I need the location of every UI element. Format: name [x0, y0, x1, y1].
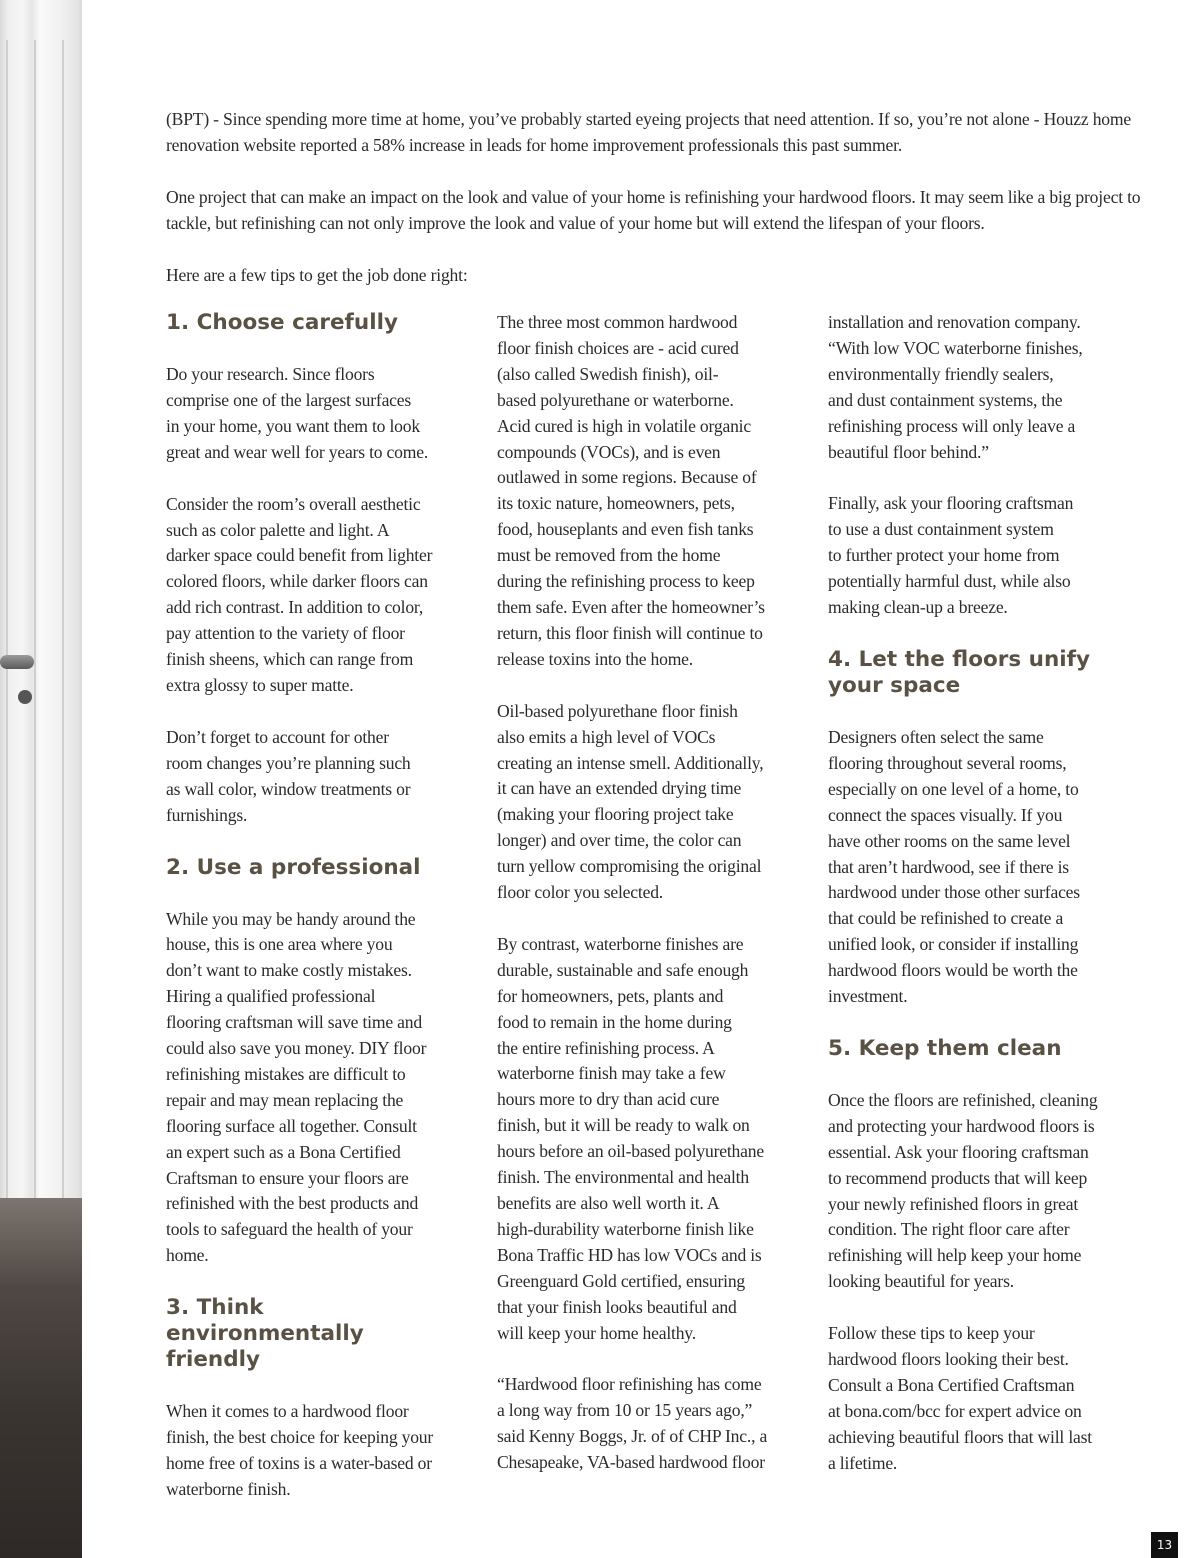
column-3: [828, 310, 1128, 1503]
body-paragraph: “Hardwood floor refinishing has come a long way from 10 or 15 years ago,” said Kenny Boggs, Jr. of of CHP Inc., a Chesapeake, VA-based hardwood floor: [497, 1374, 768, 1473]
body-paragraph: Follow these tips to keep your hardwood floors looking their best. Consult a Bona Certified Craftsman at bona.com/bcc for expert advice on achieving beautiful floors that will last a lifetime.: [828, 1323, 1092, 1473]
section-heading: 5. Keep them clean: [828, 1035, 1062, 1061]
section-heading: 1. Choose carefully: [166, 310, 398, 335]
door-handle-icon: [0, 655, 34, 669]
body-paragraph: Designers often select the same flooring throughout several rooms, especially on one level of a home, to connect the spaces visually. If you have other rooms on the same level that aren’t hardwood, see if there is hardwood under those other surfaces that could be refinished to create a unified look, or consider if installing hardwood floors would be worth the investment.: [828, 726, 1080, 1007]
intro-section: [166, 106, 1141, 314]
intro-paragraph: One project that can make an impact on the look and value of your home is refinishing your hardwood floors. It may seem like a big project to tackle, but refinishing can not only improve the look and value of your home but will extend the lifespan of your floors.: [166, 187, 1141, 233]
body-paragraph: The three most common hardwood floor finish choices are - acid cured (also called Swedish finish), oil- based polyurethane or waterborne. Acid cured is high in volatile organic compounds (VOCs), and is even outlawed in some regions. Because of its toxic nature, homeowners, pets, food, houseplants and even fish tanks must be removed from the home during the refinishing process to keep them safe. Even after the homeowner’s return, this floor finish will continue to release toxins into the home.: [497, 312, 765, 669]
body-paragraph: Once the floors are refinished, cleaning and protecting your hardwood floors is essential. Ask your flooring craftsman to recommend products that will keep your newly refinished floors in great condition. The right floor care after refinishing will help keep your home looking beautiful for years.: [828, 1089, 1098, 1292]
section-heading: 3. Think environmentally friendly: [166, 1295, 364, 1373]
door-lock-icon: [18, 690, 32, 704]
page-number: 13: [1151, 1532, 1178, 1558]
body-paragraph: Oil-based polyurethane floor finish also emits a high level of VOCs creating an intense smell. Additionally, it can have an extended drying time (making your flooring project take longer) and over time, the color can turn yellow compromising the original floor color you selected.: [497, 700, 764, 903]
door-photo: [0, 0, 82, 1558]
body-paragraph: installation and renovation company. “With low VOC waterborne finishes, environmentally friendly sealers, and dust containment systems, the refinishing process will only leave a beautiful floor behind.”: [828, 312, 1083, 462]
door-panel-edge: [6, 40, 8, 1220]
column-1: [166, 310, 466, 1529]
floor-area: [0, 1198, 82, 1558]
body-paragraph: Don’t forget to account for other room changes you’re planning such as wall color, window treatments or furnishings.: [166, 726, 411, 825]
body-paragraph: While you may be handy around the house, this is one area where you don’t want to make costly mistakes. Hiring a qualified professional flooring craftsman will save time and could also save you money. DIY floor refinishing mistakes are difficult to repair and may mean replacing the flooring surface all together. Consult an expert such as a Bona Certified Craftsman to ensure your floors are refinished with the best products and tools to safeguard the health of your home.: [166, 908, 427, 1266]
section-heading: 4. Let the floors unify your space: [828, 646, 1091, 698]
body-paragraph: Consider the room’s overall aesthetic such as color palette and light. A darker space could benefit from lighter colored floors, while darker floors can add rich contrast. In addition to color, pay attention to the variety of floor finish sheens, which can range from extra glossy to super matte.: [166, 493, 433, 695]
section-heading: 2. Use a professional: [166, 854, 421, 880]
intro-paragraph: Here are a few tips to get the job done right:: [166, 265, 468, 285]
door-panel-edge: [62, 40, 64, 1220]
body-paragraph: When it comes to a hardwood floor finish, the best choice for keeping your home free of toxins is a water-based or waterborne finish.: [166, 1401, 434, 1499]
intro-paragraph: (BPT) - Since spending more time at home, you’ve probably started eyeing projects that need attention. If so, you’re not alone - Houzz home renovation website reported a 58% increase in leads for home improvement professionals this past summer.: [166, 109, 1131, 155]
body-paragraph: Do your research. Since floors comprise one of the largest surfaces in your home, you want them to look great and wear well for years to come.: [166, 364, 429, 462]
body-paragraph: Finally, ask your flooring craftsman to use a dust containment system to further protect your home from potentially harmful dust, while also making clean-up a breeze.: [828, 493, 1074, 618]
column-2: [497, 310, 797, 1502]
body-paragraph: By contrast, waterborne finishes are durable, sustainable and safe enough for homeowners, pets, plants and food to remain in the home during the entire refinishing process. A waterborne finish may take a few hours more to dry than acid cure finish, but it will be ready to walk on hours before an oil-based polyurethane finish. The environmental and health benefits are also well worth it. A high-durability waterborne finish like Bona Traffic HD has low VOCs and is Greenguard Gold certified, ensuring that your finish looks beautiful and will keep your home healthy.: [497, 933, 764, 1343]
door-panel-edge: [34, 40, 36, 1220]
